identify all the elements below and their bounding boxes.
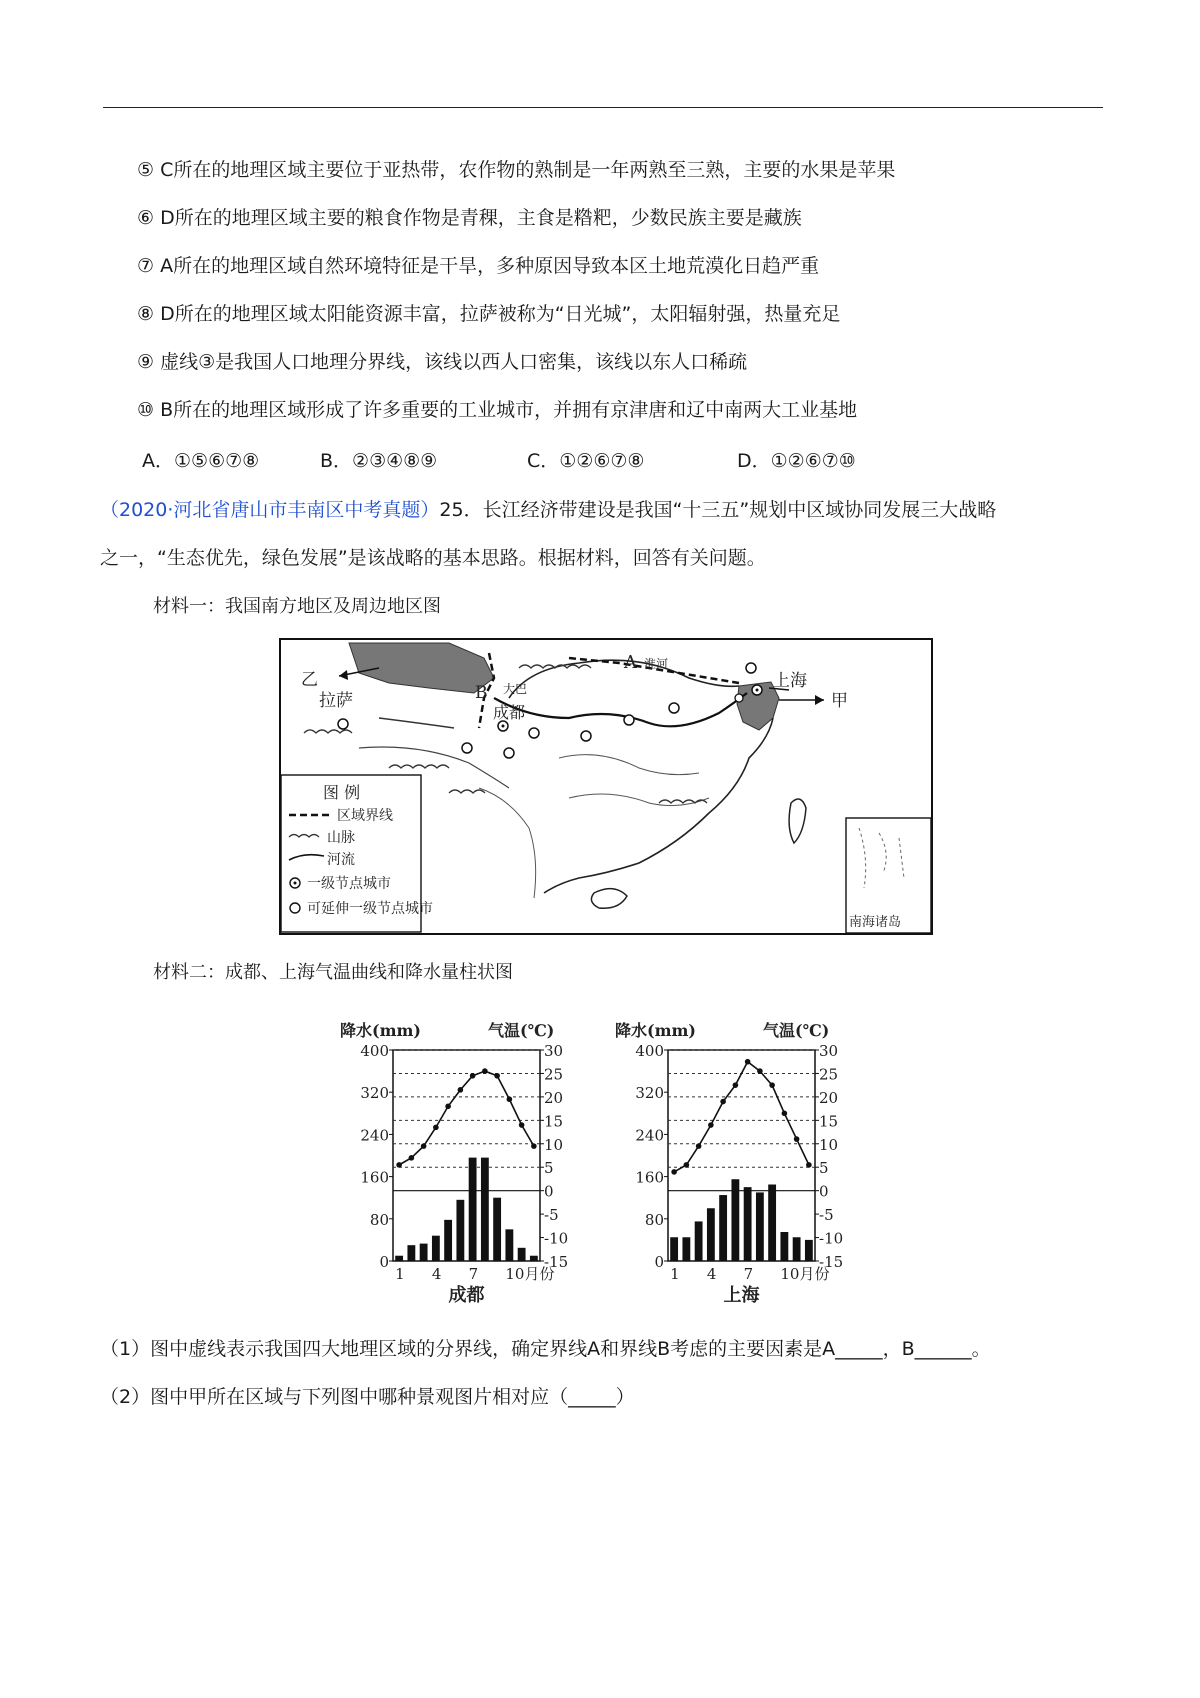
material1-caption: 材料一：我国南方地区及周边地区图 [153,596,441,617]
map-label-yi: 乙 [301,670,318,690]
precip-tick: 400 [360,1042,389,1060]
precip-bar [481,1158,489,1261]
temp-point [782,1111,788,1117]
temp-tick: 30 [544,1042,564,1060]
option-c: C．①②⑥⑦⑧ [527,450,645,472]
temp-tick: -10 [544,1229,569,1248]
precip-bar [805,1240,813,1261]
precip-bar [444,1220,452,1261]
temp-point [671,1169,677,1175]
temp-tick: 10 [544,1135,564,1154]
map-label-shanghai: 上海 [773,671,807,691]
precip-tick: 240 [360,1126,389,1145]
map-label-chengdu: 成都 [493,703,526,722]
temp-tick: 5 [819,1159,829,1178]
temp-point [696,1143,702,1149]
temp-tick: 10 [819,1135,839,1154]
temp-point [433,1125,439,1131]
precip-bar [793,1237,801,1261]
precip-tick: 80 [644,1210,664,1229]
statement-9: ⑨ 虚线③是我国人口地理分界线，该线以西人口密集，该线以东人口稀疏 [137,351,748,373]
temp-tick: -5 [544,1206,559,1225]
precip-bar [407,1245,415,1261]
precip-tick: 160 [360,1168,389,1187]
temp-line [399,1071,534,1165]
precip-bar [505,1229,513,1261]
temp-point [507,1096,513,1102]
precip-bar [707,1208,715,1261]
precip-bar [744,1187,752,1261]
material2-caption: 材料二：成都、上海气温曲线和降水量柱状图 [153,962,513,983]
temp-point [720,1099,726,1105]
temp-tick: -5 [819,1206,834,1225]
temp-point [531,1143,537,1149]
shanghai-climate-chart [615,998,865,1303]
chart-title: 上海 [723,1285,760,1303]
statement-5: ⑤ C所在的地理区域主要位于亚热带，农作物的熟制是一年两熟至三熟，主要的水果是苹果 [137,159,896,181]
temp-point [396,1162,402,1168]
legend-mountain: 山脉 [327,830,355,846]
precip-tick: 0 [654,1253,664,1271]
precip-axis-title: 降水(mm) [340,1021,422,1040]
south-china-map [279,638,933,935]
plot-frame [668,1050,815,1261]
precip-tick: 0 [379,1253,389,1271]
map-label-lasa: 拉萨 [319,691,353,711]
temp-tick: -15 [544,1253,569,1271]
month-tick: 10月份 [780,1265,830,1283]
temp-tick: -10 [819,1229,844,1248]
temp-point [757,1068,763,1074]
temp-point [482,1068,488,1074]
sub-question-2: （2）图中甲所在区域与下列图中哪种景观图片相对应（_____） [100,1386,635,1408]
precip-bar [695,1221,703,1261]
chengdu-climate-chart [340,998,590,1303]
temp-point [708,1122,714,1128]
temp-point [684,1162,690,1168]
precip-bar [682,1237,690,1261]
map-label-huaihe: 淮河 [644,657,669,671]
precip-tick: 320 [635,1084,664,1103]
month-tick: 4 [431,1265,442,1283]
temp-point [794,1136,800,1142]
month-tick: 7 [743,1265,754,1283]
precip-tick: 80 [369,1210,389,1229]
option-a: A．①⑤⑥⑦⑧ [142,450,260,472]
precip-bar [456,1200,464,1261]
precip-bar [432,1236,440,1261]
precip-tick: 400 [635,1042,664,1060]
temp-tick: 25 [544,1065,564,1084]
precip-axis-title: 降水(mm) [615,1021,697,1040]
temp-tick: 0 [544,1182,554,1201]
precip-bar [469,1158,477,1261]
temp-axis-title: 气温(℃) [488,1021,555,1040]
precip-tick: 320 [360,1084,389,1103]
map-label-b: B [475,683,488,703]
map-label-jia: 甲 [831,691,848,711]
temp-point [458,1087,464,1093]
temp-point [745,1059,751,1065]
temp-tick: 0 [819,1182,829,1201]
temp-tick: 15 [544,1112,564,1131]
chart-title: 成都 [448,1285,485,1303]
precip-bar [731,1179,739,1261]
month-tick: 4 [706,1265,717,1283]
temp-point [470,1073,476,1079]
question-source: （2020·河北省唐山市丰南区中考真题） [100,499,440,521]
header-rule [103,107,1103,108]
precip-bar [518,1248,526,1261]
precip-bar [395,1256,403,1261]
legend-river: 河流 [327,852,355,868]
month-tick: 1 [670,1265,680,1283]
temp-point [421,1143,427,1149]
statement-6: ⑥ D所在的地理区域主要的粮食作物是青稞，主食是糌粑，少数民族主要是藏族 [137,207,802,229]
temp-tick: 30 [819,1042,839,1060]
map-label-daba: 大巴 [503,682,528,696]
temp-point [494,1073,500,1079]
statement-8: ⑧ D所在的地理区域太阳能资源丰富，拉萨被称为“日光城”，太阳辐射强，热量充足 [137,303,841,325]
temp-tick: 20 [819,1088,839,1107]
legend-node-city: 一级节点城市 [307,876,391,892]
precip-tick: 160 [635,1168,664,1187]
map-label-a: A [624,652,637,673]
precip-bar [719,1195,727,1261]
question-stem-1: 25．长江经济带建设是我国“十三五”规划中区域协同发展三大战略 [439,499,997,521]
temp-point [409,1155,415,1161]
month-tick: 1 [395,1265,405,1283]
legend-title: 图 例 [323,783,361,802]
precip-bar [420,1244,428,1261]
temp-tick: 20 [544,1088,564,1107]
precip-bar [530,1256,538,1261]
legend-boundary: 区域界线 [337,808,393,824]
temp-tick: 5 [544,1159,554,1178]
temp-axis-title: 气温(℃) [763,1021,830,1040]
statement-7: ⑦ A所在的地理区域自然环境特征是干旱，多种原因导致本区土地荒漠化日趋严重 [137,255,820,277]
legend-extend-city: 可延伸一级节点城市 [307,901,433,917]
temp-point [519,1122,525,1128]
temp-point [733,1082,739,1088]
temp-line [674,1062,809,1172]
temp-point [806,1162,812,1168]
temp-point [445,1103,451,1109]
statement-10: ⑩ B所在的地理区域形成了许多重要的工业城市，并拥有京津唐和辽中南两大工业基地 [137,399,858,421]
temp-tick: 25 [819,1065,839,1084]
inset-label-nanhai: 南海诸岛 [849,915,902,930]
precip-tick: 240 [635,1126,664,1145]
precip-bar [780,1232,788,1261]
sub-question-1: （1）图中虚线表示我国四大地理区域的分界线，确定界线A和界线B考虑的主要因素是A_____，B______。 [100,1338,991,1360]
precip-bar [768,1185,776,1261]
question-stem-2: 之一，“生态优先，绿色发展”是该战略的基本思路。根据材料，回答有关问题。 [100,547,766,569]
temp-tick: 15 [819,1112,839,1131]
month-tick: 7 [468,1265,479,1283]
precip-bar [670,1237,678,1261]
temp-tick: -15 [819,1253,844,1271]
month-tick: 10月份 [505,1265,555,1283]
option-b: B．②③④⑧⑨ [320,450,438,472]
option-d: D．①②⑥⑦⑩ [737,450,856,472]
question-25-line1 [100,495,996,522]
precip-bar [493,1198,501,1261]
temp-point [769,1082,775,1088]
precip-bar [756,1192,764,1261]
